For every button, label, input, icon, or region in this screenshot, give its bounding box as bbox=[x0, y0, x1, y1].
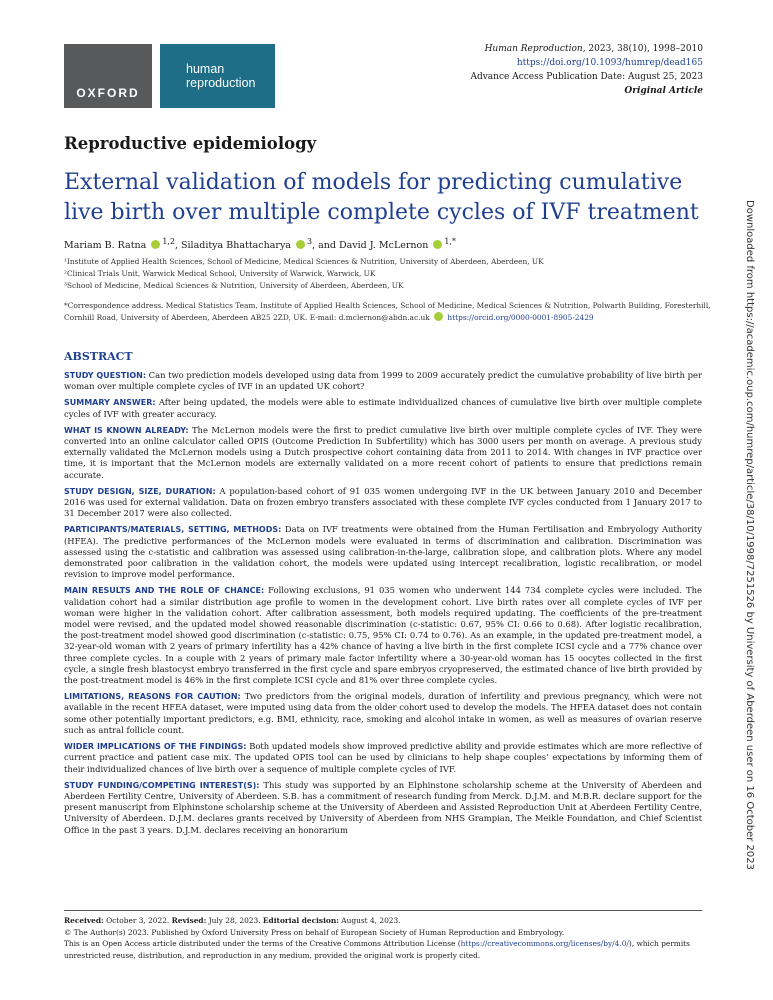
footer-divider bbox=[64, 910, 702, 911]
decision-date: August 4, 2023. bbox=[338, 916, 401, 925]
journal-logo-line1: human bbox=[186, 62, 225, 76]
journal-citation bbox=[470, 42, 703, 56]
orcid-icon[interactable] bbox=[151, 240, 160, 249]
abstract-heading: ABSTRACT bbox=[64, 350, 133, 363]
author-separator: , bbox=[312, 240, 316, 252]
abstract-label: PARTICIPANTS/MATERIALS, SETTING, METHODS: bbox=[64, 525, 282, 535]
abstract-paragraph bbox=[64, 585, 702, 686]
affiliations bbox=[64, 256, 544, 292]
journal-info bbox=[470, 42, 703, 98]
abstract-paragraph bbox=[64, 780, 702, 836]
orcid-icon[interactable] bbox=[434, 312, 443, 321]
abstract-paragraph bbox=[64, 370, 702, 392]
abstract-text: After being updated, the models were able to estimate individualized chances of cumulative live birth over multiple complete cycles of IVF with greater accuracy. bbox=[64, 397, 702, 419]
abstract-body bbox=[64, 370, 702, 841]
footer bbox=[64, 915, 704, 961]
correspondence bbox=[64, 300, 724, 324]
abstract-label: STUDY DESIGN, SIZE, DURATION: bbox=[64, 486, 216, 496]
affiliation: ²Clinical Trials Unit, Warwick Medical School, University of Warwick, Warwick, UK bbox=[64, 269, 376, 278]
abstract-label: MAIN RESULTS AND THE ROLE OF CHANCE: bbox=[64, 586, 265, 596]
journal-logo bbox=[160, 44, 275, 108]
oxford-logo-text: OXFORD bbox=[76, 86, 140, 100]
abstract-label: LIMITATIONS, REASONS FOR CAUTION: bbox=[64, 692, 241, 702]
abstract-label: WIDER IMPLICATIONS OF THE FINDINGS: bbox=[64, 742, 247, 752]
affiliation: ¹Institute of Applied Health Sciences, School of Medicine, Medical Sciences & Nutrition, University of Aberdeen, Aberdeen, UK bbox=[64, 257, 544, 266]
oxford-logo bbox=[64, 44, 152, 108]
abstract-paragraph bbox=[64, 691, 702, 736]
abstract-text: Data on IVF treatments were obtained from the Human Fertilisation and Embryology Authority (HFEA). The predictive performances of the McLernon models were evaluated in terms of discrimination and calibration. Discrimination was assessed using the c-statistic and calibration was assessed using calibration-in-the-large, calibration slope, and calibration plots. Where any model demonstrated poor calibration in the validation cohort, the models were updated using intercept recalibration, logistic recalibration, or model revision to improve model performance. bbox=[64, 524, 703, 580]
abstract-paragraph bbox=[64, 524, 702, 580]
abstract-paragraph bbox=[64, 486, 702, 520]
abstract-text: Following exclusions, 91 035 women who underwent 144 734 complete cycles were included. The validation cohort had a similar distribution age profile to women in the development cohort. Live birth rates over all complete cycles of IVF per woman were higher in the validation cohort. After calibration assessment, both models required updating. The coefficients of the pre-treatment model were revised, and the updated model showed reasonable discrimination (c-statistic: 0.67, 95% CI: 0.66 to 0.68). After logistic recalibration, the post-treatment model showed good discrimination (c-statistic: 0.75, 95% CI: 0.74 to 0.76). As an example, in the updated pre-treatment model, a 32-year-old woman with 2 years of primary infertility has a 42% chance of having a live birth in the first complete ICSI cycle and a 77% chance over three complete cycles. In a couple with 2 years of primary male factor infertility where a 30-year-old woman has 15 oocytes collected in the first cycle, a single fresh blastocyst embryo transferred in the first cycle and spare embryos cryopreserved, the estimated chance of live birth provided by the post-treatment model is 46% in the first complete ICSI cycle and 81% over three complete cycles. bbox=[64, 585, 702, 686]
abstract-text: Two predictors from the original models, duration of infertility and previous pregnancy, which were not available in the recent HFEA dataset, were imputed using data from the older cohort used to develop the models. The HFEA dataset does not contain some other potentially important predictors, e.g. BMI, ethnicity, race, smoking and alcohol intake in women, as well as measures of ovarian reserve such as antral follicle count. bbox=[64, 691, 702, 735]
abstract-text: The McLernon models were the first to predict cumulative live birth over multiple complete cycles of IVF. They were converted into an online calculator called OPIS (Outcome Prediction In Subfertility) which has 3000 users per month on average. A previous study externally validated the McLernon models using a Dutch prospective cohort containing data from 2011 to 2014. With changes in IVF practice over time, it is important that the McLernon models are externally validated on a more recent cohort of patients to ensure that predictions remain accurate. bbox=[64, 424, 702, 480]
orcid-link[interactable]: https://orcid.org/0000-0001-8905-2429 bbox=[447, 313, 594, 322]
received-date: October 3, 2022. bbox=[103, 916, 172, 925]
section-label: Reproductive epidemiology bbox=[64, 134, 317, 153]
journal-name: Human Reproduction bbox=[484, 44, 583, 54]
abstract-label: SUMMARY ANSWER: bbox=[64, 398, 156, 408]
received-label: Received: bbox=[64, 916, 104, 925]
footer-dates bbox=[64, 915, 704, 927]
journal-logo-line2: reproduction bbox=[186, 76, 256, 90]
author-name[interactable]: and David J. McLernon bbox=[318, 240, 429, 252]
copyright: © The Author(s) 2023. Published by Oxford University Press on behalf of European Society of Human Reproduction and Embryology. bbox=[64, 927, 565, 937]
license-text: ), which permits unrestricted reuse, distribution, and reproduction in any medium, provided the original work is properly cited. bbox=[64, 939, 690, 960]
abstract-paragraph bbox=[64, 397, 702, 419]
abstract-paragraph bbox=[64, 425, 702, 481]
orcid-icon[interactable] bbox=[433, 240, 442, 249]
author-name[interactable]: Mariam B. Ratna bbox=[64, 240, 147, 252]
doi-link[interactable]: https://doi.org/10.1093/humrep/dead165 bbox=[516, 58, 703, 68]
author-separator: , bbox=[174, 240, 178, 252]
correspondence-text: *Correspondence address. Medical Statistics Team, Institute of Applied Health Sciences, School of Medicine, Medical Sciences & Nutrition, Polwarth Building, Foresterhill, Cornhill Road, University of Aberdeen, Aberdeen AB25 2ZD, UK. E-mail: d.mclernon@abdn.ac.uk bbox=[64, 301, 711, 322]
abstract-text: A population-based cohort of 91 035 women undergoing IVF in the UK between January 2010 and December 2016 was used for external validation. Data on frozen embryo transfers associated with these complete IVF cycles conducted from 1 January 2017 to 31 December 2017 were also collected. bbox=[64, 485, 702, 519]
article-title: External validation of models for predicting cumulative live birth over multiple complete cycles of IVF treatment bbox=[64, 170, 699, 225]
journal-volume: , 2023, 38(10), 1998–2010 bbox=[582, 44, 703, 54]
abstract-label: STUDY FUNDING/COMPETING INTEREST(S): bbox=[64, 780, 260, 790]
author-list bbox=[64, 237, 456, 251]
revised-label: Revised: bbox=[171, 916, 207, 925]
author-affil-sup: 3 bbox=[307, 237, 313, 246]
license bbox=[64, 938, 704, 961]
license-text: This is an Open Access article distributed under the terms of the Creative Commons Attribution License ( bbox=[64, 939, 461, 948]
decision-label: Editorial decision: bbox=[262, 916, 339, 925]
abstract-label: WHAT IS KNOWN ALREADY: bbox=[64, 425, 189, 435]
abstract-text: Can two prediction models developed using data from 1999 to 2009 accurately predict the cumulative probability of live birth per woman over multiple complete cycles of IVF in an updated UK cohort? bbox=[64, 370, 702, 392]
affiliation: ³School of Medicine, Medical Sciences & Nutrition, University of Aberdeen, Aberdeen, UK bbox=[64, 281, 404, 290]
author-name[interactable]: Siladitya Bhattacharya bbox=[181, 240, 291, 252]
author-affil-sup: 1,2 bbox=[162, 237, 175, 246]
revised-date: July 28, 2023. bbox=[206, 916, 263, 925]
download-watermark bbox=[740, 200, 760, 870]
abstract-text: This study was supported by an Elphinstone scholarship scheme at the University of Aberdeen and Aberdeen Fertility Centre, University of Aberdeen. S.B. has a commitment of research funding from Merck. D.J.M. and M.B.R. declare support for the present manuscript from Elphinstone scholarship scheme at the University of Aberdeen and Assisted Reproduction Unit at Aberdeen Fertility Centre, University of Aberdeen. D.J.M. declares grants received by University of Aberdeen from NHS Grampian, The Meikle Foundation, and Chief Scientist Office in the past 3 years. D.J.M. declares receiving an honorarium bbox=[64, 779, 702, 835]
download-watermark-text: Downloaded from https://academic.oup.com/humrep/article/38/10/1998/7251526 by University of Aberdeen user on 16 October 2023 bbox=[744, 200, 755, 870]
license-link[interactable]: https://creativecommons.org/licenses/by/4.0/ bbox=[460, 939, 629, 948]
abstract-text: Both updated models show improved predictive ability and provide estimates which are more reflective of current practice and patient case mix. The updated OPIS tool can be used by clinicians to help shape couples’ expectations by informing them of their individualized chances of live birth over a sequence of multiple complete cycles of IVF. bbox=[64, 741, 702, 774]
abstract-paragraph bbox=[64, 741, 702, 775]
orcid-icon[interactable] bbox=[296, 240, 305, 249]
author-affil-sup: 1,* bbox=[444, 237, 456, 246]
advance-access-date: Advance Access Publication Date: August 25, 2023 bbox=[470, 72, 703, 82]
abstract-label: STUDY QUESTION: bbox=[64, 371, 147, 380]
article-type: Original Article bbox=[624, 86, 703, 96]
